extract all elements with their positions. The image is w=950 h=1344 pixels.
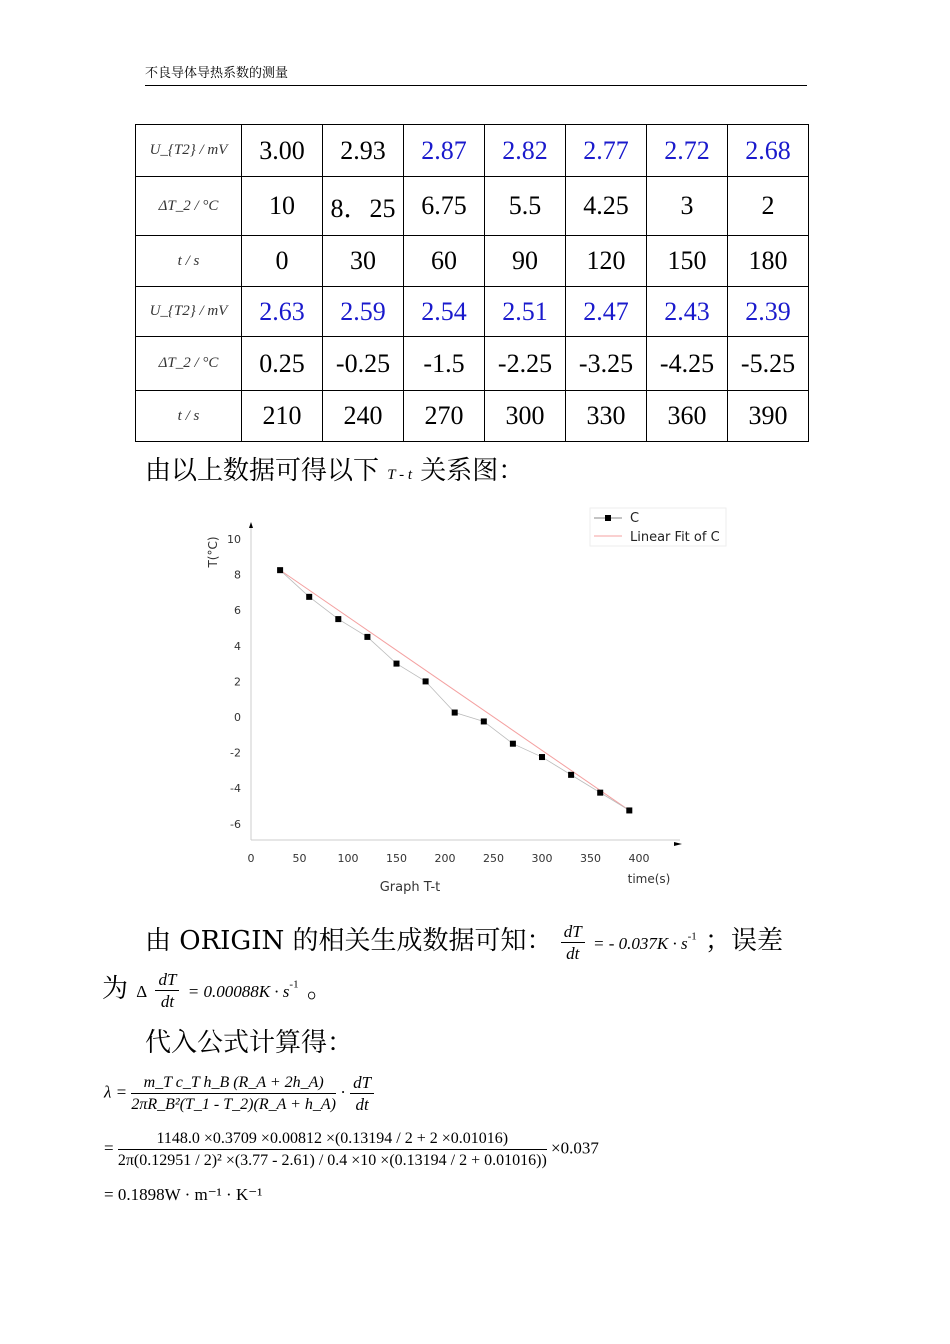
table-cell: 90: [485, 236, 566, 287]
row-label: U_{T2} / mV: [136, 287, 242, 337]
y-axis-arrow: [249, 522, 253, 528]
table-cell: 2.63: [242, 287, 323, 337]
table-cell: 2.43: [647, 287, 728, 337]
formula-line-1: λ = $\frac{\text{m\_T c\_T h\_B (R\_A + 2h\_A)}}{\text{2πR\_B²(T\_1 - T\_2)(R\_A + h\_A)}}$ · $\frac{dT}{dt}$: [104, 1072, 374, 1115]
table-cell: -1.5: [404, 337, 485, 391]
x-tick-label: 250: [483, 852, 504, 865]
table-cell: 60: [404, 236, 485, 287]
data-point: [510, 741, 516, 747]
table-row: [136, 125, 809, 177]
table-row: [136, 177, 809, 236]
data-point: [364, 634, 370, 640]
x-tick-label: 0: [247, 852, 255, 865]
table-cell: 6.75: [404, 177, 485, 236]
x-axis-arrow: [674, 842, 682, 846]
table-cell: -4.25: [647, 337, 728, 391]
calc-intro: 代入公式计算得：: [145, 1028, 354, 1058]
table-cell: 390: [728, 391, 809, 442]
table-cell: 120: [566, 236, 647, 287]
x-tick-label: 350: [580, 852, 601, 865]
y-tick-label: -4: [230, 782, 241, 796]
data-point: [423, 678, 429, 684]
x-tick-label: 400: [628, 852, 650, 865]
table-row: [136, 391, 809, 442]
error-fraction: $\frac{dT}{dt}$: [155, 969, 179, 1012]
x-tick-label: 200: [434, 852, 456, 865]
intro-line: 由以上数据可得以下 T - t 关系图：: [145, 456, 525, 486]
data-point: [626, 807, 632, 813]
data-point: [277, 567, 283, 573]
header-title: 不良导体导热系数的测量: [145, 66, 289, 81]
table-cell: 2.54: [404, 287, 485, 337]
table-cell: 2.77: [566, 125, 647, 177]
table-cell: 8．25: [323, 177, 404, 236]
row-label: ΔT_2 / °C: [136, 177, 242, 236]
data-point: [306, 594, 312, 600]
table-cell: 2.93: [323, 125, 404, 177]
table-cell: -2.25: [485, 337, 566, 391]
table-cell: 2.59: [323, 287, 404, 337]
data-point: [394, 661, 400, 667]
table-cell: 2.39: [728, 287, 809, 337]
origin-line: 由 ORIGIN 的相关生成数据可知： $\frac{dT}{dt}$ = - $0.037K \cdot s^{-1}$ ；误差: [145, 921, 784, 963]
table-cell: 2.72: [647, 125, 728, 177]
intro-math: T - t: [387, 467, 413, 483]
table-row: [136, 337, 809, 391]
data-point: [452, 710, 458, 716]
dT-dt-fraction: $\frac{dT}{dt}$: [561, 921, 585, 964]
table-cell: 2: [728, 177, 809, 236]
table-cell: 2.51: [485, 287, 566, 337]
t-t-chart: [180, 500, 740, 900]
table-cell: -0.25: [323, 337, 404, 391]
x-tick-label: 300: [531, 852, 553, 865]
table-cell: -5.25: [728, 337, 809, 391]
table-cell: 360: [647, 391, 728, 442]
error-value: = 0.00088K · s: [187, 982, 290, 1001]
data-point: [335, 616, 341, 622]
x-tick-label: 100: [337, 852, 359, 865]
table-cell: 330: [566, 391, 647, 442]
table-cell: 2.87: [404, 125, 485, 177]
table-cell: 2.82: [485, 125, 566, 177]
row-label: U_{T2} / mV: [136, 125, 242, 177]
data-point: [597, 790, 603, 796]
table-cell: 5.5: [485, 177, 566, 236]
table-row: [136, 236, 809, 287]
y-tick-label: 2: [234, 675, 241, 689]
table-cell: 2.68: [728, 125, 809, 177]
x-tick-label: 150: [386, 852, 407, 865]
table-cell: 2.47: [566, 287, 647, 337]
table-cell: 240: [323, 391, 404, 442]
table-cell: 150: [647, 236, 728, 287]
table-cell: 0: [242, 236, 323, 287]
formula-line-2: = 1148.0 ×0.3709 ×0.00812 ×(0.13194 / 2 + 2 ×0.01016) 2π(0.12951 / 2)² ×(3.77 - 2.61) / 0.4 ×10 ×(0.13194 / 2 + 0.01016)) ×0.037: [104, 1130, 599, 1169]
y-tick-label: 8: [234, 568, 241, 582]
row-label: ΔT_2 / °C: [136, 337, 242, 391]
y-tick-label: 10: [227, 533, 241, 546]
fit-line: [280, 570, 629, 810]
chart-title: Graph T-t: [379, 880, 441, 895]
table-cell: 180: [728, 236, 809, 287]
data-point: [481, 718, 487, 724]
table-cell: -3.25: [566, 337, 647, 391]
legend-label-c: C: [630, 511, 640, 526]
table-cell: 0.25: [242, 337, 323, 391]
slope-value: = - 0.037K · s: [592, 934, 688, 953]
data-table: [135, 124, 809, 442]
data-point: [539, 754, 545, 760]
y-tick-label: 6: [234, 604, 241, 618]
row-label: t / s: [136, 236, 242, 287]
table-cell: 3.00: [242, 125, 323, 177]
x-axis-label: time(s): [627, 872, 671, 886]
y-tick-label: 0: [234, 711, 241, 724]
y-tick-label: -2: [230, 746, 241, 760]
table-cell: 4.25: [566, 177, 647, 236]
formula-result: = 0.1898W · m⁻¹ · K⁻¹: [104, 1185, 263, 1204]
table-cell: 210: [242, 391, 323, 442]
data-point: [568, 772, 574, 778]
table-cell: 300: [485, 391, 566, 442]
y-tick-label: 4: [234, 639, 241, 653]
table-row: [136, 287, 809, 337]
y-axis-label: T(°C): [206, 536, 220, 568]
legend-marker-c: [605, 515, 611, 521]
row-label: t / s: [136, 391, 242, 442]
table-cell: 3: [647, 177, 728, 236]
table-cell: 270: [404, 391, 485, 442]
error-line: 为 Δ $\frac{dT}{dt}$ = $0.00088K \cdot s^{-1}$ 。: [102, 969, 333, 1011]
table-cell: 30: [323, 236, 404, 287]
x-tick-label: 50: [292, 852, 307, 865]
running-header: [145, 64, 807, 86]
table-cell: 10: [242, 177, 323, 236]
legend-label-fit: Linear Fit of C: [630, 530, 720, 545]
y-tick-label: -6: [230, 817, 241, 831]
